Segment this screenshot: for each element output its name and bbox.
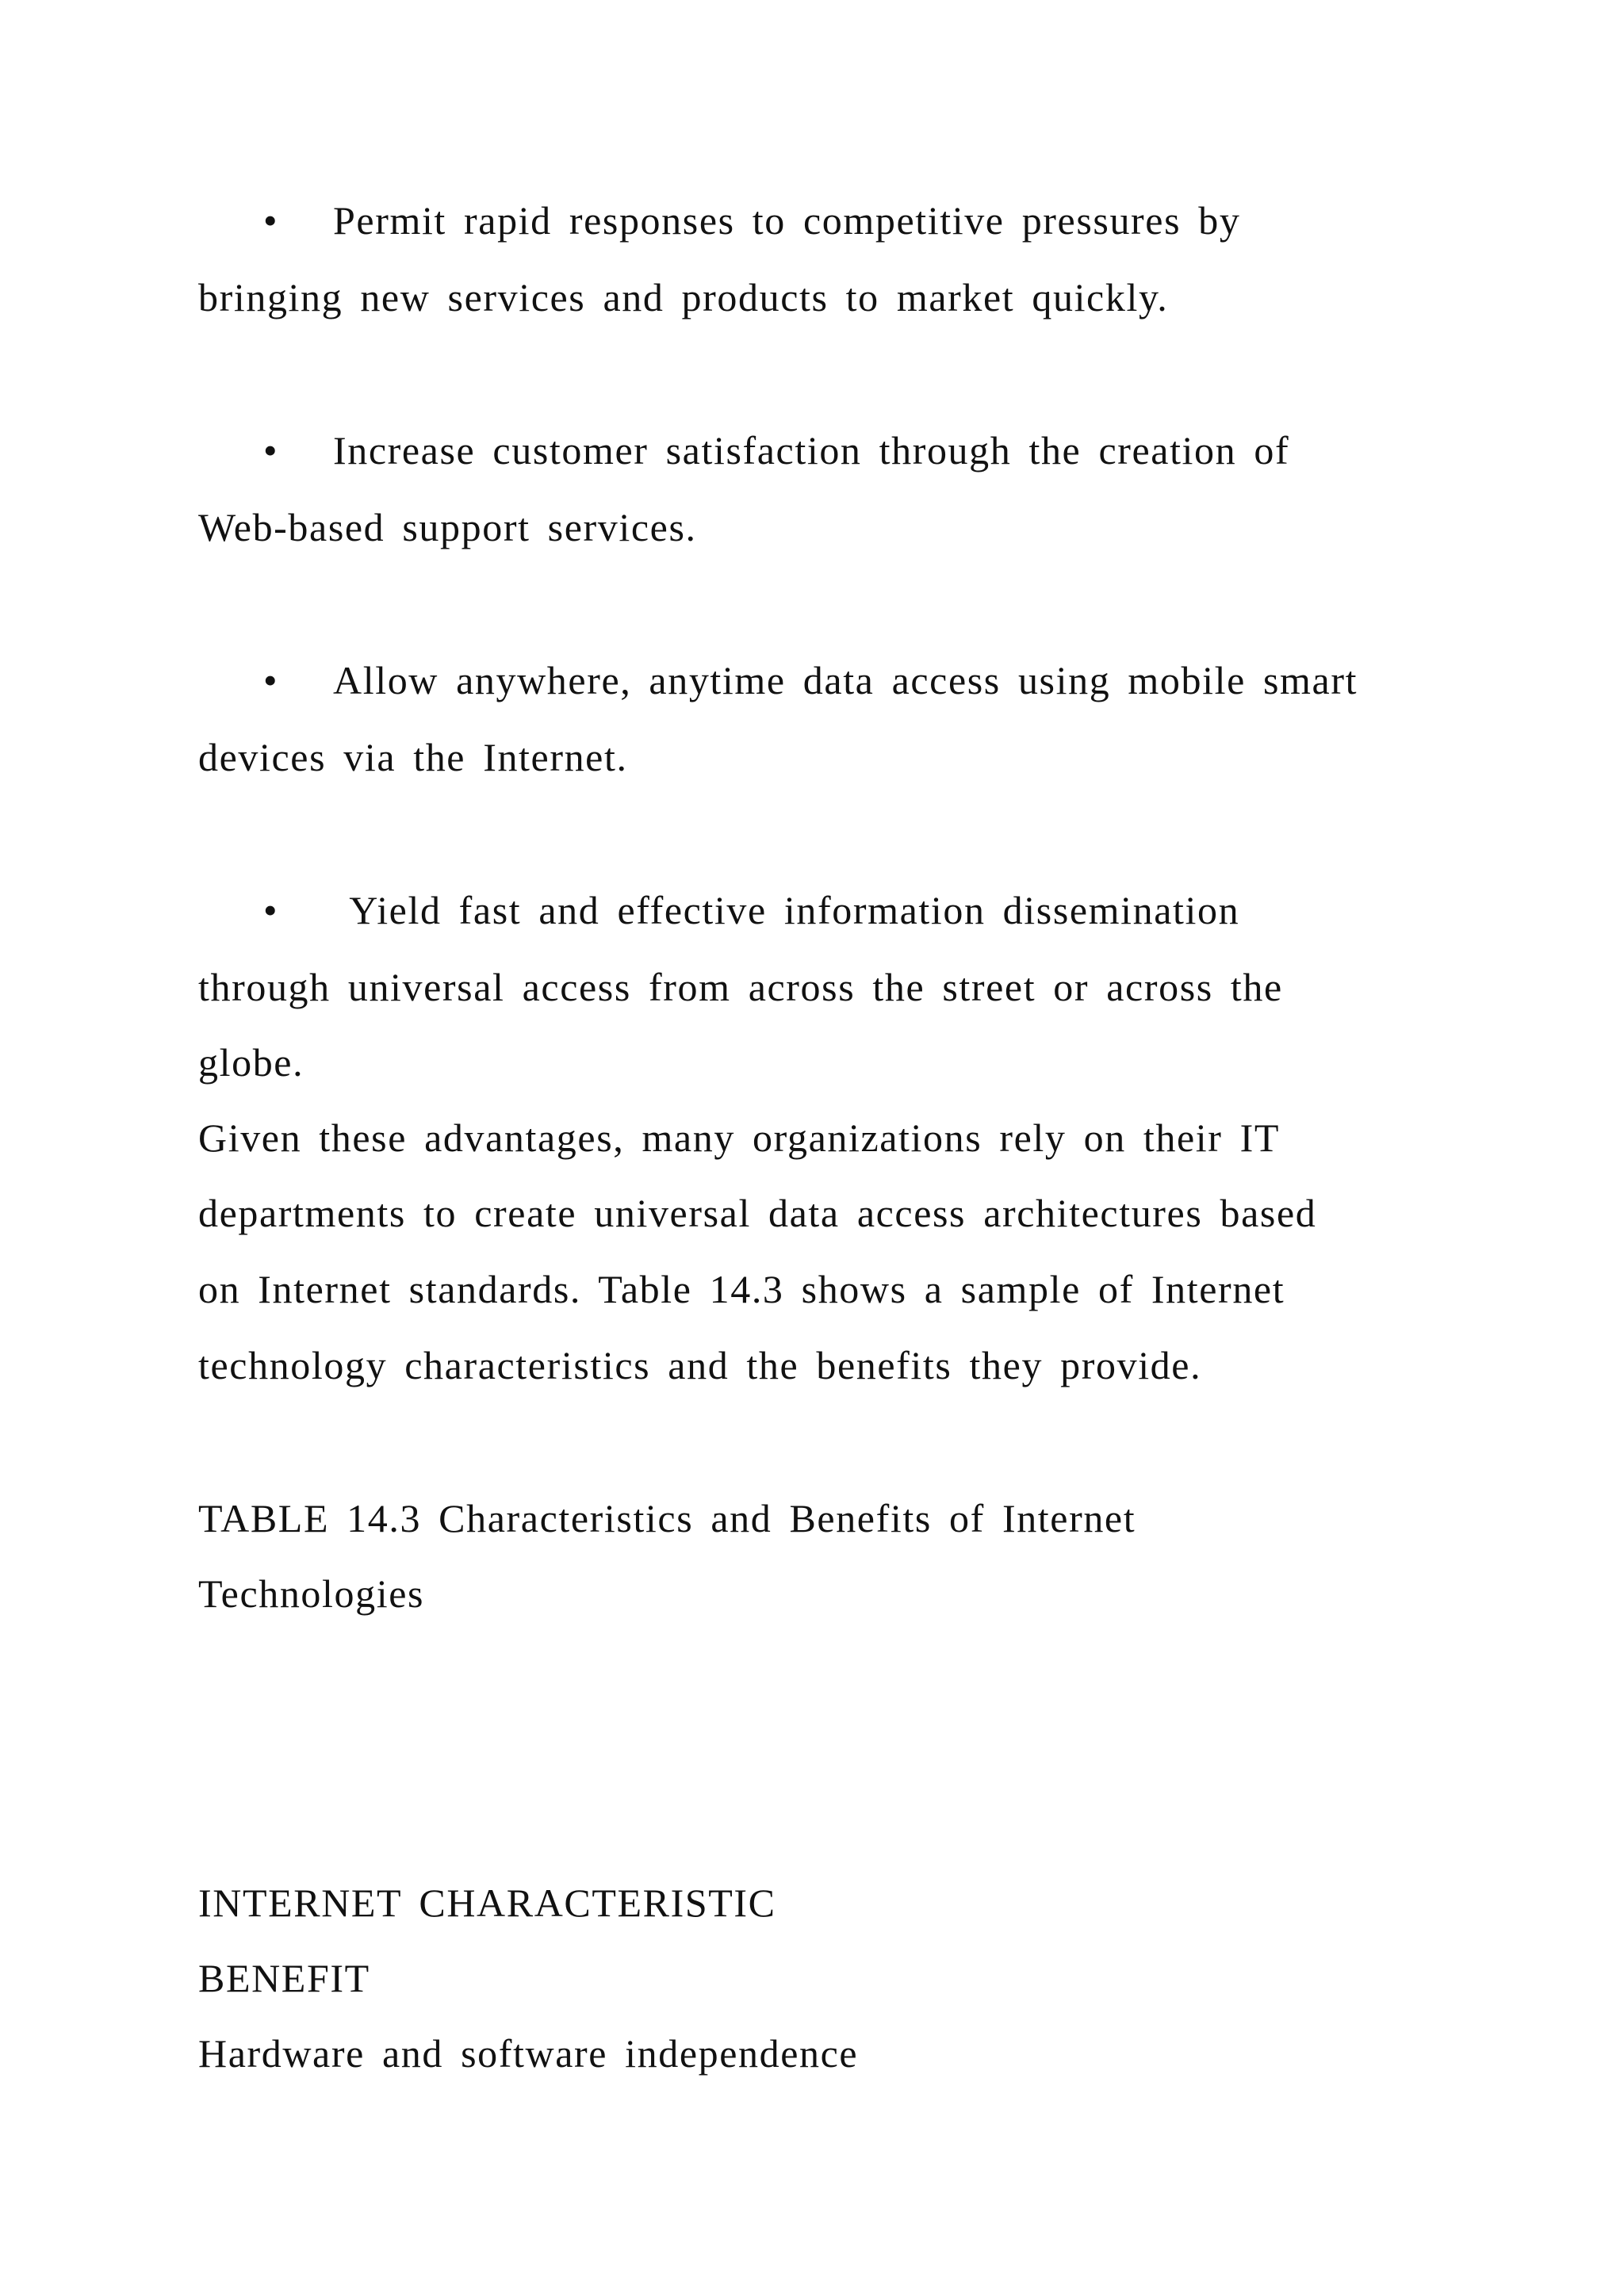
bullet-item-3 [263,656,1358,704]
bullet-continuation: bringing new services and products to market quickly. [198,275,1169,320]
table-header-benefit: BENEFIT [198,1956,370,2000]
bullet-text: Permit rapid responses to competitive pressures by [333,198,1241,243]
bullet-text: Allow anywhere, anytime data access using mobile smart [333,658,1358,702]
table-caption: Technologies [198,1571,425,1616]
bullet-mark: • [263,428,279,473]
bullet-text: Yield fast and effective information dissemination [333,888,1240,932]
table-caption: TABLE 14.3 Characteristics and Benefits of Internet [198,1496,1136,1540]
paragraph-line: Given these advantages, many organizations rely on their IT [198,1115,1281,1160]
bullet-item-2 [263,427,1289,474]
table-row-characteristic: Hardware and software independence [198,2031,859,2076]
bullet-text: Increase customer satisfaction through the creation of [333,428,1290,473]
bullet-item-4 [263,886,1239,934]
bullet-mark: • [263,888,279,932]
paragraph-line: on Internet standards. Table 14.3 shows a sample of Internet [198,1267,1285,1311]
bullet-continuation: through universal access from across the street or across the [198,965,1283,1009]
bullet-continuation: devices via the Internet. [198,735,628,779]
paragraph-line: departments to create universal data access architectures based [198,1191,1317,1235]
table-header-characteristic: INTERNET CHARACTERISTIC [198,1881,776,1925]
bullet-mark: • [263,198,279,243]
bullet-mark: • [263,658,279,702]
bullet-item-1 [263,197,1240,244]
bullet-continuation: Web-based support services. [198,505,697,549]
paragraph-line: technology characteristics and the benefits they provide. [198,1343,1202,1387]
bullet-continuation: globe. [198,1040,304,1085]
